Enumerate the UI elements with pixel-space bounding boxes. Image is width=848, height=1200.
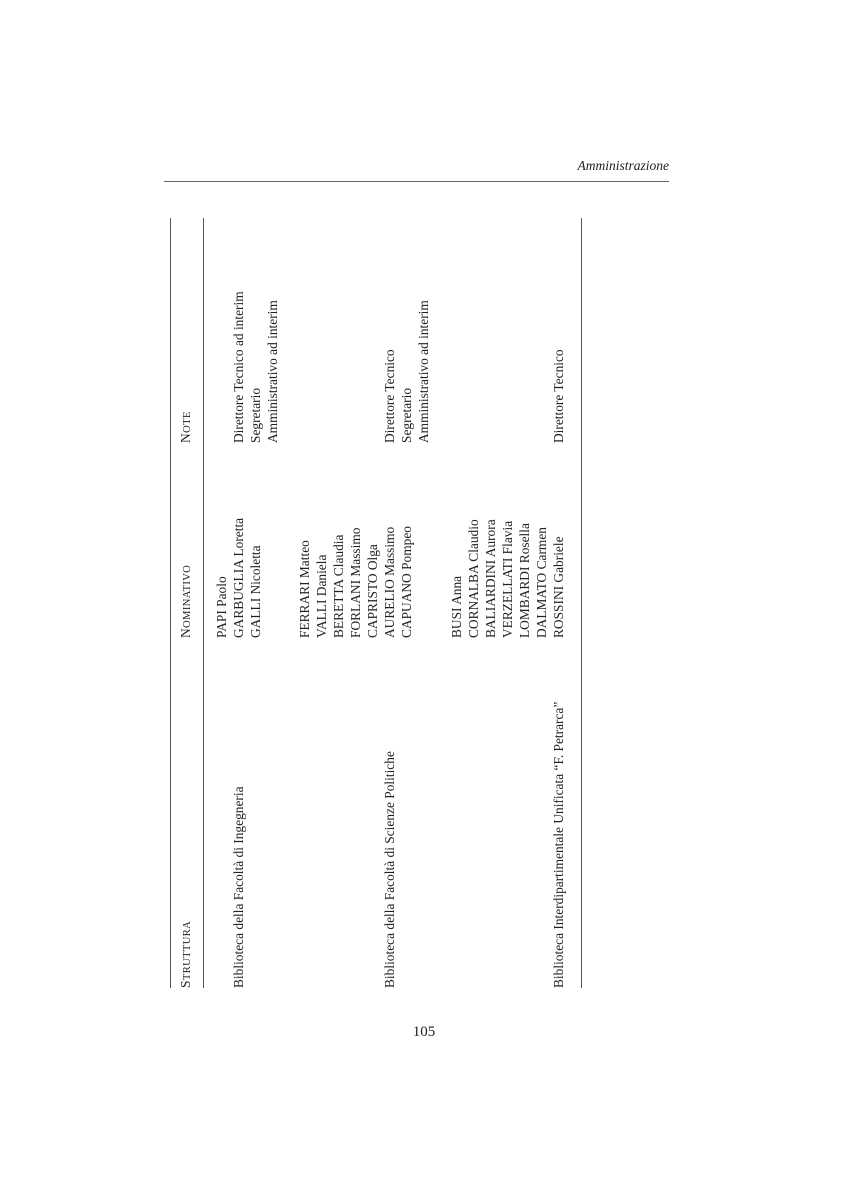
column-header-nominativo: NOMINATIVO bbox=[178, 564, 193, 638]
table-cell-note: Direttore Tecnico bbox=[551, 349, 566, 443]
table-cell-nominativo: VALLI Daniela bbox=[314, 554, 329, 638]
staff-table bbox=[170, 218, 585, 988]
table-top-rule bbox=[170, 218, 171, 988]
table-cell-nominativo: BUSI Anna bbox=[449, 575, 464, 638]
table-cell-nominativo: CAPUANO Pompeo bbox=[399, 526, 414, 638]
table-cell-nominativo: AURELIO Massimo bbox=[382, 526, 397, 638]
table-header-rule bbox=[203, 218, 204, 988]
table-cell-nominativo: CORNALBA Claudio bbox=[466, 519, 481, 638]
table-cell-nominativo: CAPRISTO Olga bbox=[365, 544, 380, 638]
table-bottom-rule bbox=[581, 218, 582, 988]
header-rule bbox=[164, 181, 669, 182]
column-header-struttura-rest: TRUTTURA bbox=[182, 920, 193, 981]
table-cell-nominativo: LOMBARDI Rosella bbox=[517, 523, 532, 638]
table-cell-note: Direttore Tecnico ad interim bbox=[231, 291, 246, 443]
table-cell-note: Amministrativo ad interim bbox=[416, 300, 431, 443]
running-header-title: Amministrazione bbox=[577, 158, 669, 173]
column-header-struttura: STRUTTURA bbox=[178, 920, 193, 988]
table-cell-nominativo: FERRARI Matteo bbox=[297, 540, 312, 638]
table-cell-note: Segretario bbox=[248, 387, 263, 443]
table-cell-nominativo: BALIARDINI Aurora bbox=[483, 519, 498, 638]
column-header-nominativo-rest: OMINATIVO bbox=[182, 564, 193, 628]
column-header-note-rest: OTE bbox=[182, 411, 193, 433]
table-cell-struttura: Biblioteca della Facoltà di Scienze Politiche bbox=[382, 751, 397, 988]
table-cell-nominativo: PAPI Paolo bbox=[214, 576, 229, 638]
column-header-note: NOTE bbox=[178, 411, 193, 443]
table-cell-nominativo: ROSSINI Gabriele bbox=[551, 536, 566, 638]
table-cell-nominativo: BERETTA Claudia bbox=[331, 534, 346, 638]
table-cell-nominativo: DALMATO Carmen bbox=[534, 527, 549, 638]
table-cell-struttura: Biblioteca della Facoltà di Ingegneria bbox=[231, 786, 246, 988]
table-cell-note: Segretario bbox=[399, 387, 414, 443]
table-cell-nominativo: FORLANI Massimo bbox=[348, 527, 363, 638]
table-cell-note: Amministrativo ad interim bbox=[265, 300, 280, 443]
table-cell-note: Direttore Tecnico bbox=[382, 349, 397, 443]
page-number: 105 bbox=[412, 1024, 436, 1040]
table-cell-nominativo: GALLI Nicoletta bbox=[248, 545, 263, 638]
table-cell-nominativo: VERZELLATI Flavia bbox=[500, 520, 515, 638]
table-cell-nominativo: GARBUGLIA Loretta bbox=[231, 517, 246, 638]
table-cell-struttura: Biblioteca Interdipartimentale Unificata “F. Petrarca” bbox=[551, 701, 566, 988]
